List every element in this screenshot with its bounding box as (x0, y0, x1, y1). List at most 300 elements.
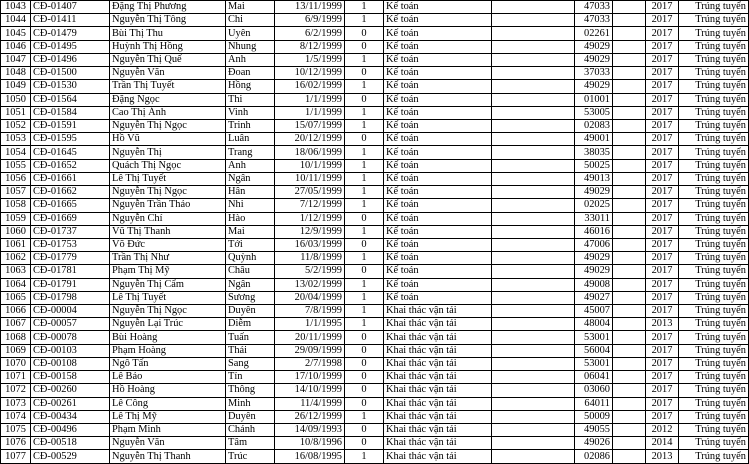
cell-ma-ho-so: CĐ-01781 (31, 265, 110, 278)
cell-ma-truong: 49001 (575, 133, 613, 146)
cell-ket-qua: Trúng tuyển (679, 186, 749, 199)
cell-nam-tot-nghiep: 2017 (646, 1, 679, 14)
table-row (1, 371, 749, 384)
cell-ngay-sinh: 14/09/1993 (275, 424, 345, 437)
cell-ket-qua: Trúng tuyển (679, 371, 749, 384)
cell-ngay-sinh: 20/04/1999 (275, 291, 345, 304)
cell-ngay-sinh: 18/06/1999 (275, 146, 345, 159)
cell-gioi-tinh: 0 (345, 344, 384, 357)
cell-nam-tot-nghiep: 2017 (646, 357, 679, 370)
cell-stt: 1049 (1, 80, 31, 93)
cell-stt: 1062 (1, 252, 31, 265)
cell-ho-dem: Nguyễn Thị Ngọc (110, 186, 226, 199)
cell-blank (492, 172, 575, 185)
cell-ma-ho-so: CĐ-01530 (31, 80, 110, 93)
cell-blank (492, 384, 575, 397)
cell-ho-dem: Nguyễn Trần Thảo (110, 199, 226, 212)
cell-ma-ho-so: CĐ-00260 (31, 384, 110, 397)
cell-nam-tot-nghiep: 2017 (646, 159, 679, 172)
cell-nganh: Kế toán (384, 93, 492, 106)
cell-ten: Uyên (226, 27, 275, 40)
cell-gioi-tinh: 0 (345, 357, 384, 370)
cell-ho-dem: Huỳnh Thị Hồng (110, 40, 226, 53)
cell-ten: Mai (226, 225, 275, 238)
cell-ma-ho-so: CĐ-00004 (31, 305, 110, 318)
cell-ten: Chánh (226, 424, 275, 437)
cell-ho-dem: Nguyễn Thị Ngọc (110, 305, 226, 318)
cell-gioi-tinh: 0 (345, 238, 384, 251)
table-row (1, 291, 749, 304)
cell-gioi-tinh: 1 (345, 119, 384, 132)
cell-ma-truong: 56004 (575, 344, 613, 357)
cell-blank (492, 291, 575, 304)
cell-blank-2 (613, 318, 646, 331)
cell-stt: 1058 (1, 199, 31, 212)
cell-ma-ho-so: CĐ-01661 (31, 172, 110, 185)
cell-stt: 1053 (1, 133, 31, 146)
cell-ho-dem: Ngô Tấn (110, 357, 226, 370)
cell-ma-ho-so: CĐ-01584 (31, 106, 110, 119)
cell-ho-dem: Lê Thị Tuyết (110, 172, 226, 185)
cell-ngay-sinh: 20/12/1999 (275, 133, 345, 146)
cell-gioi-tinh: 0 (345, 133, 384, 146)
cell-gioi-tinh: 1 (345, 159, 384, 172)
cell-ten: Thông (226, 384, 275, 397)
cell-ngay-sinh: 13/02/1999 (275, 278, 345, 291)
cell-ma-truong: 02261 (575, 27, 613, 40)
cell-ten: Thái (226, 344, 275, 357)
cell-ngay-sinh: 16/03/1999 (275, 238, 345, 251)
cell-ma-ho-so: CĐ-01662 (31, 186, 110, 199)
cell-nam-tot-nghiep: 2017 (646, 14, 679, 27)
table-row (1, 331, 749, 344)
cell-blank (492, 14, 575, 27)
cell-ngay-sinh: 13/11/1999 (275, 1, 345, 14)
cell-ho-dem: Bùi Hoàng (110, 331, 226, 344)
cell-gioi-tinh: 0 (345, 437, 384, 450)
cell-ma-ho-so: CĐ-01737 (31, 225, 110, 238)
cell-ho-dem: Nguyễn Thị (110, 146, 226, 159)
cell-ten: Trinh (226, 119, 275, 132)
cell-blank-2 (613, 357, 646, 370)
cell-ma-ho-so: CĐ-00103 (31, 344, 110, 357)
cell-ma-ho-so: CĐ-00496 (31, 424, 110, 437)
cell-gioi-tinh: 0 (345, 212, 384, 225)
cell-nganh: Khai thác vận tải (384, 450, 492, 463)
cell-ngay-sinh: 29/09/1999 (275, 344, 345, 357)
cell-ket-qua: Trúng tuyển (679, 318, 749, 331)
cell-nganh: Kế toán (384, 146, 492, 159)
cell-ho-dem: Trần Thị Tuyết (110, 80, 226, 93)
cell-blank (492, 1, 575, 14)
cell-ket-qua: Trúng tuyển (679, 106, 749, 119)
table-row (1, 318, 749, 331)
cell-ten: Quỳnh (226, 252, 275, 265)
table-row (1, 106, 749, 119)
cell-blank (492, 252, 575, 265)
table-row (1, 67, 749, 80)
cell-ngay-sinh: 5/2/1999 (275, 265, 345, 278)
cell-ho-dem: Nguyễn Văn (110, 437, 226, 450)
cell-gioi-tinh: 1 (345, 186, 384, 199)
cell-nganh: Kế toán (384, 252, 492, 265)
cell-stt: 1055 (1, 159, 31, 172)
cell-stt: 1060 (1, 225, 31, 238)
cell-nganh: Khai thác vận tải (384, 410, 492, 423)
cell-ma-ho-so: CĐ-01798 (31, 291, 110, 304)
cell-stt: 1076 (1, 437, 31, 450)
cell-nam-tot-nghiep: 2017 (646, 410, 679, 423)
cell-ma-ho-so: CĐ-00158 (31, 371, 110, 384)
cell-ngay-sinh: 12/9/1999 (275, 225, 345, 238)
cell-ngay-sinh: 10/8/1996 (275, 437, 345, 450)
cell-nganh: Kế toán (384, 265, 492, 278)
cell-ho-dem: Bùi Thị Thu (110, 27, 226, 40)
cell-ma-truong: 49029 (575, 186, 613, 199)
cell-ngay-sinh: 17/10/1999 (275, 371, 345, 384)
cell-nganh: Khai thác vận tải (384, 371, 492, 384)
cell-nam-tot-nghiep: 2017 (646, 40, 679, 53)
cell-nganh: Kế toán (384, 199, 492, 212)
cell-stt: 1070 (1, 357, 31, 370)
cell-gioi-tinh: 1 (345, 172, 384, 185)
cell-blank (492, 450, 575, 463)
cell-ma-ho-so: CĐ-01407 (31, 1, 110, 14)
cell-blank-2 (613, 278, 646, 291)
cell-stt: 1048 (1, 67, 31, 80)
cell-nam-tot-nghiep: 2017 (646, 133, 679, 146)
cell-ma-truong: 37033 (575, 67, 613, 80)
cell-ket-qua: Trúng tuyển (679, 344, 749, 357)
cell-ma-truong: 01001 (575, 93, 613, 106)
cell-nganh: Kế toán (384, 67, 492, 80)
cell-nam-tot-nghiep: 2017 (646, 265, 679, 278)
cell-ket-qua: Trúng tuyển (679, 14, 749, 27)
cell-blank (492, 106, 575, 119)
cell-ket-qua: Trúng tuyển (679, 212, 749, 225)
cell-nam-tot-nghiep: 2017 (646, 119, 679, 132)
cell-blank-2 (613, 133, 646, 146)
cell-blank (492, 344, 575, 357)
cell-ten: Tuấn (226, 331, 275, 344)
cell-ngay-sinh: 7/8/1999 (275, 305, 345, 318)
cell-ten: Vinh (226, 106, 275, 119)
table-row (1, 437, 749, 450)
cell-ten: Châu (226, 265, 275, 278)
cell-gioi-tinh: 0 (345, 67, 384, 80)
cell-gioi-tinh: 1 (345, 252, 384, 265)
cell-blank (492, 331, 575, 344)
cell-gioi-tinh: 1 (345, 305, 384, 318)
cell-blank (492, 371, 575, 384)
cell-ho-dem: Nguyễn Thị Cẩm (110, 278, 226, 291)
cell-ten: Ngân (226, 172, 275, 185)
cell-ho-dem: Lê Thị Mỹ (110, 410, 226, 423)
cell-ten: Sang (226, 357, 275, 370)
cell-ma-ho-so: CĐ-01652 (31, 159, 110, 172)
cell-ho-dem: Lê Công (110, 397, 226, 410)
cell-ma-ho-so: CĐ-00057 (31, 318, 110, 331)
cell-nam-tot-nghiep: 2017 (646, 238, 679, 251)
cell-ma-ho-so: CĐ-01591 (31, 119, 110, 132)
cell-blank (492, 159, 575, 172)
cell-stt: 1077 (1, 450, 31, 463)
cell-blank-2 (613, 172, 646, 185)
cell-stt: 1065 (1, 291, 31, 304)
cell-gioi-tinh: 0 (345, 265, 384, 278)
table-row (1, 450, 749, 463)
cell-nam-tot-nghiep: 2013 (646, 318, 679, 331)
cell-gioi-tinh: 1 (345, 80, 384, 93)
cell-ten: Duyên (226, 305, 275, 318)
cell-ho-dem: Hồ Hoàng (110, 384, 226, 397)
cell-ket-qua: Trúng tuyển (679, 53, 749, 66)
cell-blank (492, 133, 575, 146)
cell-blank-2 (613, 146, 646, 159)
table-row (1, 252, 749, 265)
cell-nganh: Kế toán (384, 53, 492, 66)
cell-nganh: Kế toán (384, 212, 492, 225)
cell-blank-2 (613, 450, 646, 463)
cell-ngay-sinh: 10/1/1999 (275, 159, 345, 172)
cell-gioi-tinh: 0 (345, 384, 384, 397)
cell-blank-2 (613, 331, 646, 344)
cell-blank-2 (613, 225, 646, 238)
cell-blank (492, 67, 575, 80)
cell-nganh: Kế toán (384, 27, 492, 40)
cell-blank-2 (613, 437, 646, 450)
cell-ma-truong: 48004 (575, 318, 613, 331)
cell-nam-tot-nghiep: 2012 (646, 424, 679, 437)
cell-ho-dem: Đặng Ngọc (110, 93, 226, 106)
cell-ma-truong: 64011 (575, 397, 613, 410)
cell-blank (492, 146, 575, 159)
cell-ma-ho-so: CĐ-01411 (31, 14, 110, 27)
cell-nam-tot-nghiep: 2017 (646, 53, 679, 66)
cell-ma-truong: 02086 (575, 450, 613, 463)
cell-ma-truong: 49008 (575, 278, 613, 291)
cell-blank-2 (613, 53, 646, 66)
cell-ket-qua: Trúng tuyển (679, 27, 749, 40)
cell-nam-tot-nghiep: 2017 (646, 172, 679, 185)
cell-blank (492, 199, 575, 212)
cell-ho-dem: Lê Bảo (110, 371, 226, 384)
table-row (1, 133, 749, 146)
cell-ten: Tới (226, 238, 275, 251)
cell-ngay-sinh: 11/8/1999 (275, 252, 345, 265)
cell-ho-dem: Đặng Thị Phương (110, 1, 226, 14)
cell-ngay-sinh: 16/08/1995 (275, 450, 345, 463)
cell-ngay-sinh: 2/7/1998 (275, 357, 345, 370)
cell-gioi-tinh: 1 (345, 106, 384, 119)
cell-nam-tot-nghiep: 2017 (646, 146, 679, 159)
table-row (1, 225, 749, 238)
cell-ket-qua: Trúng tuyển (679, 199, 749, 212)
cell-blank-2 (613, 80, 646, 93)
cell-ma-truong: 49027 (575, 291, 613, 304)
cell-ket-qua: Trúng tuyển (679, 252, 749, 265)
cell-blank (492, 212, 575, 225)
cell-blank-2 (613, 27, 646, 40)
cell-blank-2 (613, 1, 646, 14)
cell-blank-2 (613, 40, 646, 53)
cell-blank (492, 424, 575, 437)
cell-ma-ho-so: CĐ-00434 (31, 410, 110, 423)
cell-ngay-sinh: 10/11/1999 (275, 172, 345, 185)
cell-blank (492, 119, 575, 132)
cell-ket-qua: Trúng tuyển (679, 225, 749, 238)
cell-nganh: Kế toán (384, 186, 492, 199)
cell-ten: Đoan (226, 67, 275, 80)
cell-ket-qua: Trúng tuyển (679, 437, 749, 450)
cell-ho-dem: Trần Thị Như (110, 252, 226, 265)
table-row (1, 410, 749, 423)
cell-stt: 1067 (1, 318, 31, 331)
cell-stt: 1043 (1, 1, 31, 14)
cell-blank-2 (613, 344, 646, 357)
cell-ma-ho-so: CĐ-01753 (31, 238, 110, 251)
cell-gioi-tinh: 1 (345, 1, 384, 14)
cell-nganh: Kế toán (384, 225, 492, 238)
cell-nam-tot-nghiep: 2017 (646, 344, 679, 357)
cell-stt: 1075 (1, 424, 31, 437)
cell-ho-dem: Quách Thị Ngọc (110, 159, 226, 172)
cell-ten: Nhi (226, 199, 275, 212)
cell-nam-tot-nghiep: 2013 (646, 450, 679, 463)
cell-blank-2 (613, 265, 646, 278)
cell-blank-2 (613, 238, 646, 251)
cell-ma-truong: 46016 (575, 225, 613, 238)
cell-ma-ho-so: CĐ-01791 (31, 278, 110, 291)
table-row (1, 212, 749, 225)
cell-nam-tot-nghiep: 2017 (646, 331, 679, 344)
cell-ket-qua: Trúng tuyển (679, 397, 749, 410)
cell-blank (492, 53, 575, 66)
cell-ngay-sinh: 6/2/1999 (275, 27, 345, 40)
cell-ma-truong: 06041 (575, 371, 613, 384)
table-row (1, 40, 749, 53)
cell-ten: Chi (226, 14, 275, 27)
cell-nam-tot-nghiep: 2017 (646, 199, 679, 212)
cell-ten: Thi (226, 93, 275, 106)
cell-stt: 1071 (1, 371, 31, 384)
cell-blank-2 (613, 106, 646, 119)
table-row (1, 119, 749, 132)
cell-ket-qua: Trúng tuyển (679, 278, 749, 291)
cell-nganh: Khai thác vận tải (384, 437, 492, 450)
cell-ma-truong: 49013 (575, 172, 613, 185)
cell-stt: 1051 (1, 106, 31, 119)
cell-gioi-tinh: 1 (345, 14, 384, 27)
cell-ten: Hồng (226, 80, 275, 93)
cell-nam-tot-nghiep: 2017 (646, 397, 679, 410)
cell-ma-ho-so: CĐ-01595 (31, 133, 110, 146)
cell-nam-tot-nghiep: 2017 (646, 384, 679, 397)
cell-blank-2 (613, 410, 646, 423)
cell-gioi-tinh: 1 (345, 199, 384, 212)
cell-ket-qua: Trúng tuyển (679, 357, 749, 370)
cell-gioi-tinh: 0 (345, 93, 384, 106)
cell-ma-truong: 49029 (575, 53, 613, 66)
cell-gioi-tinh: 1 (345, 278, 384, 291)
cell-ten: Sương (226, 291, 275, 304)
cell-ma-ho-so: CĐ-01495 (31, 40, 110, 53)
cell-ten: Anh (226, 53, 275, 66)
table-row (1, 53, 749, 66)
cell-blank (492, 410, 575, 423)
cell-ket-qua: Trúng tuyển (679, 384, 749, 397)
cell-nam-tot-nghiep: 2017 (646, 252, 679, 265)
cell-stt: 1063 (1, 265, 31, 278)
cell-ket-qua: Trúng tuyển (679, 172, 749, 185)
table-row (1, 397, 749, 410)
cell-stt: 1056 (1, 172, 31, 185)
cell-stt: 1061 (1, 238, 31, 251)
cell-stt: 1068 (1, 331, 31, 344)
cell-ngay-sinh: 7/12/1999 (275, 199, 345, 212)
cell-ho-dem: Nguyễn Văn (110, 67, 226, 80)
cell-ma-ho-so: CĐ-01496 (31, 53, 110, 66)
cell-nganh: Kế toán (384, 291, 492, 304)
cell-ngay-sinh: 14/10/1999 (275, 384, 345, 397)
cell-nam-tot-nghiep: 2017 (646, 93, 679, 106)
cell-ngay-sinh: 15/07/1999 (275, 119, 345, 132)
cell-stt: 1047 (1, 53, 31, 66)
cell-ngay-sinh: 16/02/1999 (275, 80, 345, 93)
cell-ngay-sinh: 20/11/1999 (275, 331, 345, 344)
cell-nam-tot-nghiep: 2017 (646, 67, 679, 80)
cell-ten: Trang (226, 146, 275, 159)
cell-gioi-tinh: 0 (345, 27, 384, 40)
cell-ten: Mai (226, 1, 275, 14)
table-row (1, 238, 749, 251)
cell-ho-dem: Phạm Minh (110, 424, 226, 437)
cell-ma-truong: 33011 (575, 212, 613, 225)
cell-ma-truong: 02025 (575, 199, 613, 212)
cell-stt: 1052 (1, 119, 31, 132)
cell-stt: 1073 (1, 397, 31, 410)
cell-blank (492, 397, 575, 410)
cell-nam-tot-nghiep: 2017 (646, 212, 679, 225)
cell-ten: Diễm (226, 318, 275, 331)
cell-ngay-sinh: 1/5/1999 (275, 53, 345, 66)
cell-ma-truong: 49029 (575, 252, 613, 265)
cell-ma-truong: 49029 (575, 265, 613, 278)
cell-ket-qua: Trúng tuyển (679, 159, 749, 172)
cell-ma-ho-so: CĐ-01645 (31, 146, 110, 159)
cell-ma-truong: 47033 (575, 14, 613, 27)
cell-stt: 1066 (1, 305, 31, 318)
cell-blank (492, 265, 575, 278)
cell-ma-truong: 38035 (575, 146, 613, 159)
table-row (1, 80, 749, 93)
cell-blank-2 (613, 291, 646, 304)
cell-ket-qua: Trúng tuyển (679, 424, 749, 437)
cell-ket-qua: Trúng tuyển (679, 119, 749, 132)
cell-ho-dem: Cao Thị Ánh (110, 106, 226, 119)
cell-ho-dem: Nguyễn Thị Ngọc (110, 119, 226, 132)
cell-ngay-sinh: 1/1/1995 (275, 318, 345, 331)
cell-ma-truong: 49029 (575, 80, 613, 93)
cell-nganh: Khai thác vận tải (384, 397, 492, 410)
cell-nam-tot-nghiep: 2017 (646, 305, 679, 318)
cell-nganh: Khai thác vận tải (384, 424, 492, 437)
cell-nganh: Kế toán (384, 172, 492, 185)
cell-blank (492, 40, 575, 53)
cell-ho-dem: Lê Thị Tuyết (110, 291, 226, 304)
cell-ma-ho-so: CĐ-00078 (31, 331, 110, 344)
cell-ma-truong: 49026 (575, 437, 613, 450)
